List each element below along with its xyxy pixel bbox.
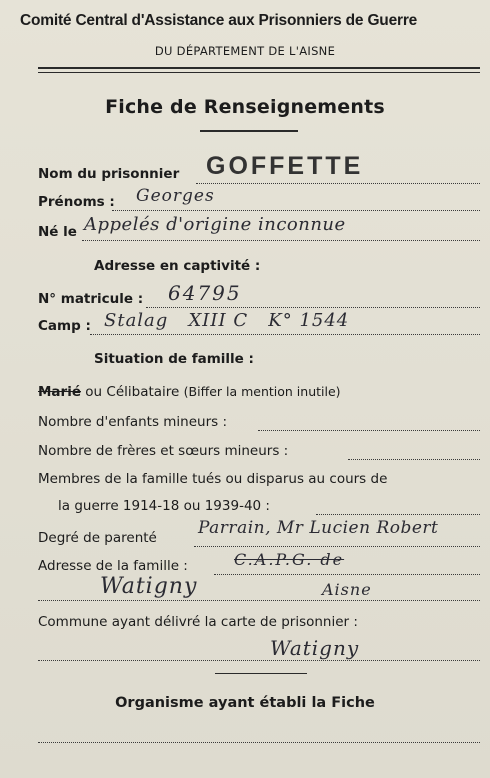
header-rule-thick xyxy=(38,67,480,69)
camp-value[interactable]: Stalag XIII C K° 1544 xyxy=(104,310,350,331)
adresse-famille-dept[interactable]: Aisne xyxy=(322,580,372,599)
adresse-famille-line-2 xyxy=(38,600,480,601)
ne-le-value[interactable]: Appelés d'origine inconnue xyxy=(84,214,346,235)
prenoms-label: Prénoms : xyxy=(38,194,115,210)
adresse-famille-struck[interactable]: C.A.P.G. de xyxy=(234,550,345,569)
membres-famille-line[interactable] xyxy=(316,514,480,515)
camp-line xyxy=(90,334,480,335)
freres-soeurs-line[interactable] xyxy=(348,459,480,460)
enfants-label: Nombre d'enfants mineurs : xyxy=(38,414,228,430)
camp-label: Camp : xyxy=(38,318,91,334)
parente-label: Degré de parenté xyxy=(38,530,157,546)
adresse-famille-line xyxy=(214,574,480,575)
marital-status-row xyxy=(38,384,341,400)
matricule-label: N° matricule : xyxy=(38,291,144,307)
marie-struck: Marié xyxy=(38,384,81,400)
situation-famille-heading: Situation de famille : xyxy=(94,351,254,367)
adresse-famille-city[interactable]: Watigny xyxy=(100,574,198,599)
nom-label: Nom du prisonnier xyxy=(38,166,180,182)
commune-value[interactable]: Watigny xyxy=(270,636,360,660)
organisme-heading: Organisme ayant établi la Fiche xyxy=(115,695,375,711)
adresse-captivite-heading: Adresse en captivité : xyxy=(94,258,261,274)
footer-rule xyxy=(215,673,307,674)
department-subtitle: DU DÉPARTEMENT DE L'AISNE xyxy=(154,44,336,58)
commune-line xyxy=(38,660,480,661)
prenoms-value[interactable]: Georges xyxy=(136,186,215,206)
freres-soeurs-label: Nombre de frères et sœurs mineurs : xyxy=(38,443,289,459)
nom-value[interactable]: GOFFETTE xyxy=(206,152,364,180)
form-title: Fiche de Renseignements xyxy=(105,96,385,118)
commune-label: Commune ayant délivré la carte de prisonnier : xyxy=(38,614,358,630)
organisme-line[interactable] xyxy=(38,742,480,743)
biffer-note: (Biffer la mention inutile) xyxy=(183,384,341,399)
enfants-line[interactable] xyxy=(258,430,480,431)
header-rule-thin xyxy=(38,72,480,73)
parente-value[interactable]: Parrain, Mr Lucien Robert xyxy=(198,518,439,538)
organization-title: Comité Central d'Assistance aux Prisonniers de Guerre xyxy=(20,12,418,29)
adresse-famille-label: Adresse de la famille : xyxy=(38,558,188,574)
matricule-line xyxy=(146,307,480,308)
membres-famille-label-1: Membres de la famille tués ou disparus au cours de xyxy=(38,471,388,487)
nom-line xyxy=(196,183,480,184)
form-title-underline xyxy=(200,130,298,132)
prenoms-line xyxy=(112,210,480,211)
parente-line xyxy=(194,546,480,547)
ne-le-label: Né le xyxy=(38,224,77,240)
celibataire-text: ou Célibataire xyxy=(85,384,180,400)
matricule-value[interactable]: 64795 xyxy=(168,281,242,305)
membres-famille-label-2: la guerre 1914-18 ou 1939-40 : xyxy=(58,498,270,514)
ne-le-line xyxy=(82,240,480,241)
